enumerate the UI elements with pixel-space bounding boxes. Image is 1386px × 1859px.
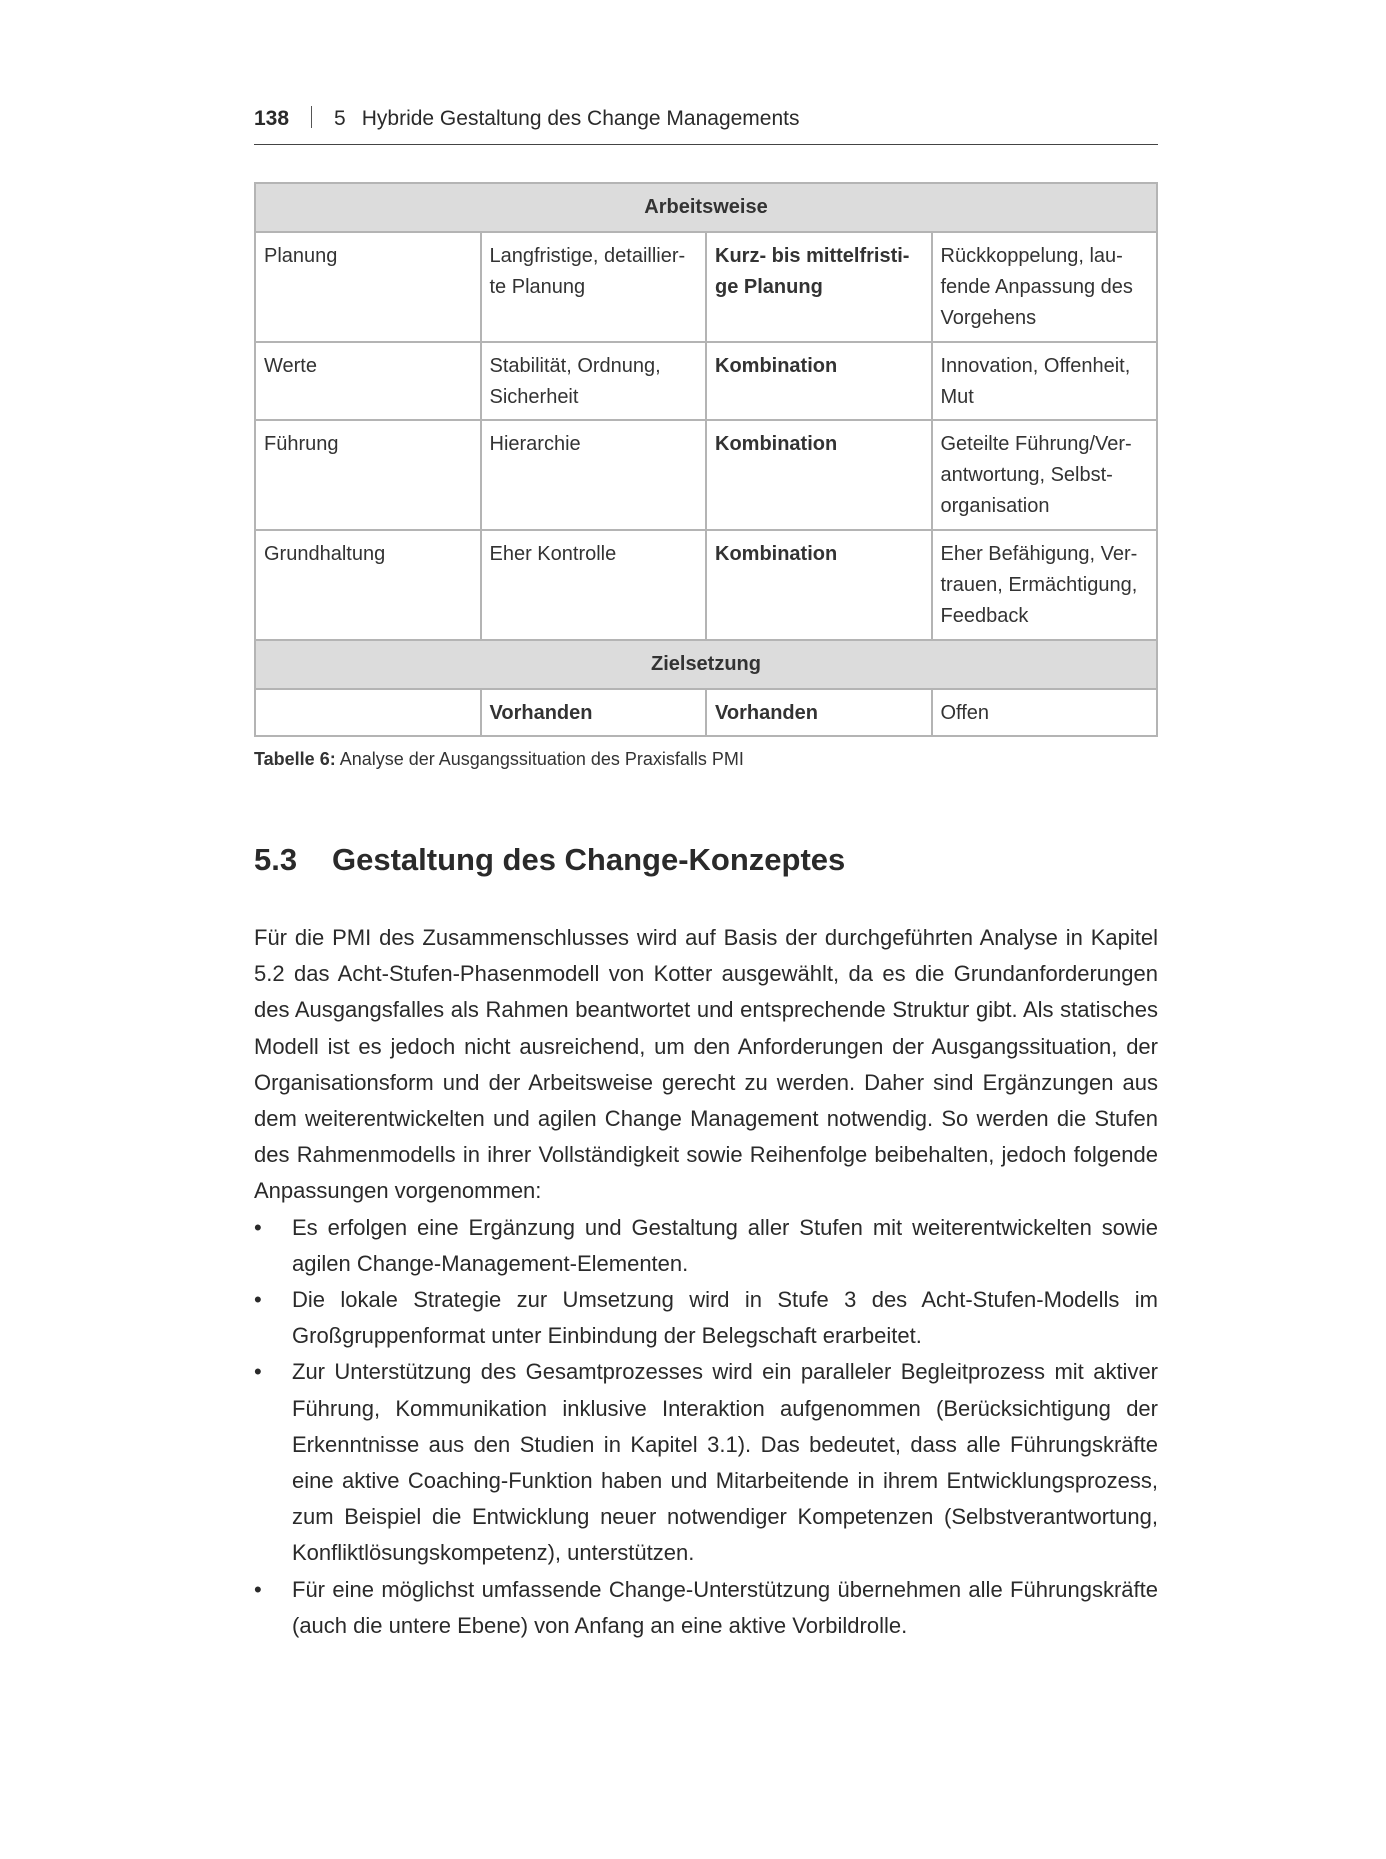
running-header <box>254 104 1158 145</box>
table-row <box>255 420 1157 530</box>
table-row <box>255 689 1157 736</box>
section-heading <box>254 842 845 878</box>
caption-label: Tabelle 6: <box>254 749 336 769</box>
bullet-icon: • <box>254 1214 262 1240</box>
table-cell: Kurz- bis mittelfristi-ge Planung <box>706 232 932 342</box>
list-item-text: Es erfolgen eine Ergänzung und Gestaltung aller Stufen mit weiterentwickelten sowie agilen Change-Management-Elementen. <box>292 1214 1158 1276</box>
list-item-text: Zur Unterstützung des Gesamtprozesses wird ein paralleler Begleitprozess mit aktiver Führung, Kommunikation inklusive Interaktion aufgenommen (Berücksichtigung der Erkenntnisse aus den Studien in Kapitel 3.1). Das bedeutet, dass alle Führungskräfte eine aktive Coaching-Funktion haben und Mitarbeitende in ihrem Entwicklungsprozess, zum Beispiel die Entwicklung neuer notwendiger Kompetenzen (Selbstverantwortung, Konfliktlösungskompetenz), unterstützen. <box>292 1359 1158 1566</box>
list-item <box>254 1354 1158 1571</box>
analysis-table <box>254 182 1158 737</box>
section-title: Gestaltung des Change-Konzeptes <box>332 842 846 877</box>
list-item-text: Für eine möglichst umfassende Change-Unterstützung übernehmen alle Führungskräfte (auch die untere Ebene) von Anfang an eine aktive Vorbildrolle. <box>292 1576 1158 1638</box>
table-cell: Vorhanden <box>481 689 707 736</box>
caption-text: Analyse der Ausgangssituation des Praxisfalls PMI <box>335 749 744 769</box>
table-cell: Grundhaltung <box>255 530 481 640</box>
table-cell: Stabilität, Ordnung, Sicherheit <box>481 342 707 420</box>
chapter-title: Hybride Gestaltung des Change Managements <box>361 107 800 130</box>
table-section-row <box>255 183 1157 232</box>
body-text <box>254 920 1158 1644</box>
table-cell: Führung <box>255 420 481 530</box>
table-cell <box>255 689 481 736</box>
table-cell: Kombination <box>706 420 932 530</box>
chapter-number: 5 <box>334 107 346 130</box>
table-cell: Kombination <box>706 342 932 420</box>
page-number: 138 <box>254 107 290 130</box>
table-cell: Hierarchie <box>481 420 707 530</box>
list-item-text: Die lokale Strategie zur Umsetzung wird in Stufe 3 des Acht-Stufen-Modells im Großgruppenformat unter Einbindung der Belegschaft erarbeitet. <box>292 1287 1158 1349</box>
table-cell: Eher Kontrolle <box>481 530 707 640</box>
bullet-icon: • <box>254 1576 262 1602</box>
list-item <box>254 1210 1158 1282</box>
table-section-row <box>255 640 1157 689</box>
table-cell: Geteilte Führung/Ver-antwortung, Selbst-organisation <box>932 420 1158 530</box>
table-cell: Vorhanden <box>706 689 932 736</box>
bullet-icon: • <box>254 1287 262 1313</box>
table-caption <box>254 749 744 770</box>
table-cell: Langfristige, detaillier-te Planung <box>481 232 707 342</box>
body-paragraph: Für die PMI des Zusammenschlusses wird auf Basis der durchgeführten Analyse in Kapitel 5.2 das Acht-Stufen-Phasenmodell von Kotter ausgewählt, da es die Grundanforderungen des Ausgangsfalles als Rahmen beantwortet und entsprechende Struktur gibt. Als statisches Modell ist es jedoch nicht ausreichend, um den Anforderungen der Ausgangssituation, der Organisationsform und der Arbeitsweise gerecht zu werden. Daher sind Ergänzungen aus dem weiterentwickelten und agilen Change Management notwendig. So werden die Stufen des Rahmenmodells in ihrer Vollständigkeit sowie Reihenfolge beibehalten, jedoch folgende Anpassungen vorgenommen: <box>254 925 1158 1204</box>
table-cell: Eher Befähigung, Ver-trauen, Ermächtigung, Feedback <box>932 530 1158 640</box>
list-item <box>254 1282 1158 1354</box>
table-row <box>255 232 1157 342</box>
table-section-arbeitsweise: Arbeitsweise <box>255 183 1157 232</box>
list-item <box>254 1572 1158 1644</box>
table-cell: Innovation, Offenheit, Mut <box>932 342 1158 420</box>
table-cell: Werte <box>255 342 481 420</box>
table-cell: Rückkoppelung, lau-fende Anpassung des Vorgehens <box>932 232 1158 342</box>
section-number: 5.3 <box>254 842 298 877</box>
table-row <box>255 530 1157 640</box>
table-section-zielsetzung: Zielsetzung <box>255 640 1157 689</box>
header-divider <box>311 106 312 128</box>
table-cell: Offen <box>932 689 1158 736</box>
bullet-list <box>254 1210 1158 1644</box>
table-cell: Kombination <box>706 530 932 640</box>
table-cell: Planung <box>255 232 481 342</box>
bullet-icon: • <box>254 1359 262 1385</box>
table-row <box>255 342 1157 420</box>
